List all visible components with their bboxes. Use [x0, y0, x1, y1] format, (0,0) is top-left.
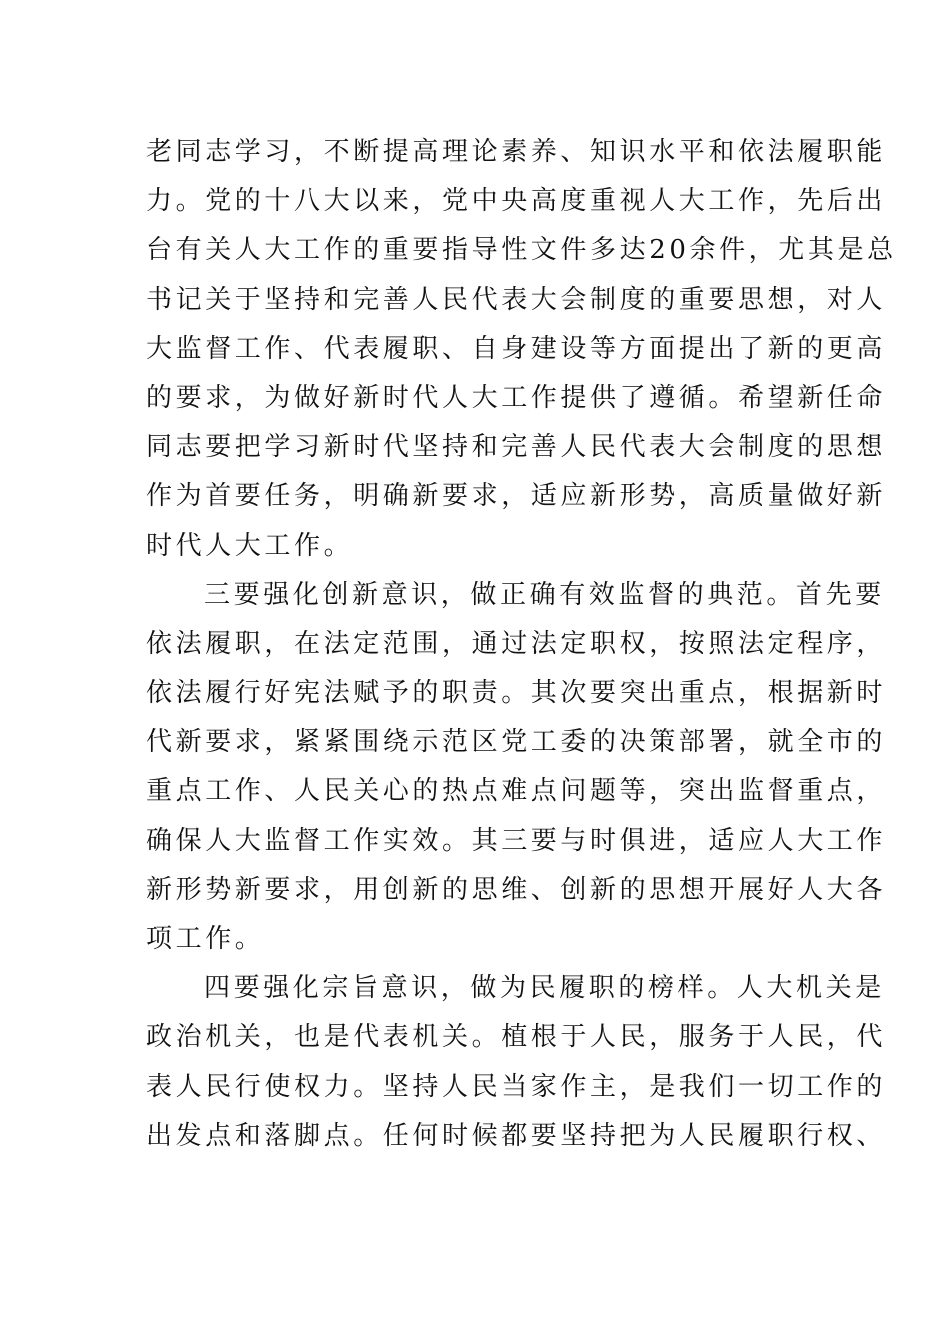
text-line: 确保人大监督工作实效。其三要与时俱进，适应人大工作 [146, 825, 887, 856]
text-line: 政治机关，也是代表机关。植根于人民，服务于人民，代 [146, 1022, 887, 1053]
text-line: 作为首要任务，明确新要求，适应新形势，高质量做好新 [146, 481, 887, 512]
text-line: 出发点和落脚点。任何时候都要坚持把为人民履职行权、 [146, 1120, 887, 1151]
text-line: 的要求，为做好新时代人大工作提供了遵循。希望新任命 [146, 382, 887, 413]
text-line: 依法履行好宪法赋予的职责。其次要突出重点，根据新时 [146, 678, 887, 709]
text-line: 表人民行使权力。坚持人民当家作主，是我们一切工作的 [146, 1071, 887, 1102]
paragraph-first-line: 三要强化创新意识，做正确有效监督的典范。首先要 [204, 579, 885, 610]
text-line: 台有关人大工作的重要指导性文件多达20余件，尤其是总 [146, 235, 897, 266]
text-line: 依法履职，在法定范围，通过法定职权，按照法定程序， [146, 628, 887, 659]
text-line: 书记关于坚持和完善人民代表大会制度的重要思想，对人 [146, 284, 887, 315]
text-line: 项工作。 [146, 924, 265, 954]
text-line: 同志要把学习新时代坚持和完善人民代表大会制度的思想 [146, 432, 887, 463]
document-body [146, 128, 897, 1161]
text-line: 大监督工作、代表履职、自身建设等方面提出了新的更高 [146, 333, 887, 364]
paragraph-first-line: 四要强化宗旨意识，做为民履职的榜样。人大机关是 [204, 973, 885, 1004]
text-line: 老同志学习，不断提高理论素养、知识水平和依法履职能 [146, 137, 887, 167]
text-line: 力。党的十八大以来，党中央高度重视人大工作，先后出 [146, 186, 887, 217]
text-line: 代新要求，紧紧围绕示范区党工委的决策部署，就全市的 [146, 727, 887, 758]
text-line: 新形势新要求，用创新的思维、创新的思想开展好人大各 [146, 874, 887, 905]
text-line: 重点工作、人民关心的热点难点问题等，突出监督重点， [146, 776, 887, 807]
text-line: 时代人大工作。 [146, 530, 354, 561]
